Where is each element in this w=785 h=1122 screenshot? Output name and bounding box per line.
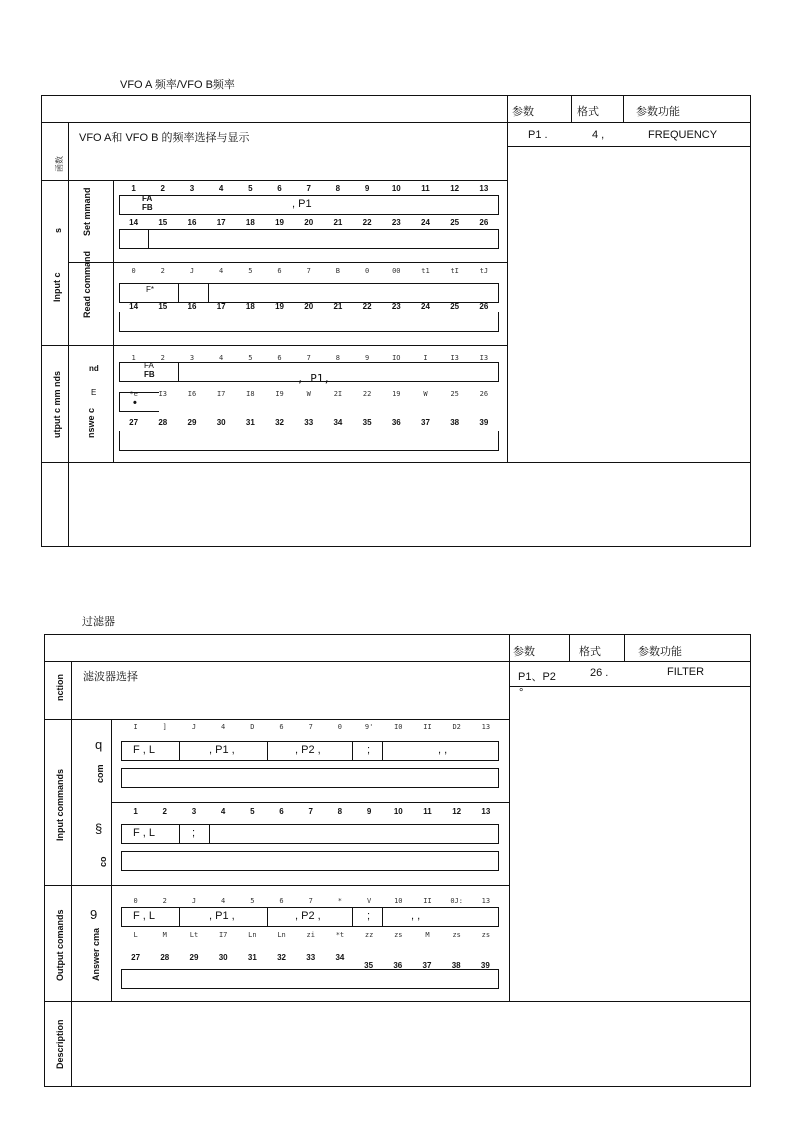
column-number: 24 (421, 302, 430, 311)
column-number: 25 (450, 218, 460, 227)
column-number: 20 (304, 218, 314, 227)
column-number: W (306, 390, 311, 398)
column-number: 31 (247, 953, 257, 962)
read-co: co (98, 856, 108, 867)
column-number: J (191, 897, 197, 905)
column-number: D2 (452, 723, 461, 731)
column-number: 15 (158, 302, 168, 311)
out-command-box-2 (121, 969, 499, 989)
set-q: q (95, 737, 103, 752)
column-number: B (335, 267, 341, 275)
column-number: 14 (129, 218, 139, 227)
set-p2: , P2 , (295, 744, 321, 756)
column-number: 13 (481, 897, 491, 905)
column-number: 8 (337, 807, 343, 816)
column-number: 6 (277, 354, 282, 362)
column-number: 16 (187, 218, 197, 227)
column-number: 11 (423, 807, 432, 816)
column-number: tJ (479, 267, 489, 275)
column-number: 34 (333, 418, 343, 427)
column-number: 5 (250, 807, 255, 816)
set-cmd-fb: FB (142, 203, 153, 212)
read-command-box-2 (119, 312, 499, 332)
section2-title: 过滤器 (82, 616, 115, 628)
column-number: 23 (391, 218, 401, 227)
column-number: 21 (333, 302, 343, 311)
column-number: V (366, 897, 372, 905)
set-p1: , P1 (292, 198, 312, 210)
column-number: I0 (394, 723, 403, 731)
read-command-box (119, 283, 499, 303)
column-number: 22 (362, 302, 372, 311)
column-number: 4 (218, 184, 224, 193)
set-command-label: Set mmand (82, 187, 92, 236)
header-params: 参数 (512, 106, 534, 118)
column-number: 4 (221, 897, 226, 905)
column-number: *e (129, 390, 138, 398)
column-number: 13 (481, 807, 491, 816)
column-number: M (162, 931, 167, 939)
column-number: *t (335, 931, 345, 939)
column-number: Lt (189, 931, 199, 939)
set-semicolon: ; (367, 744, 371, 756)
set-nums-bottom (119, 218, 498, 227)
column-number: 9 (364, 184, 370, 193)
column-number: 9 (366, 807, 372, 816)
column-number: 19 (275, 302, 284, 311)
column-number: 6 (279, 807, 284, 816)
column-number: 22 (362, 218, 372, 227)
set-p1: , P1 , (209, 744, 235, 756)
column-number: 37 (422, 961, 432, 970)
function-description: 滤波器选择 (83, 671, 138, 683)
out-nums-top (119, 354, 498, 362)
param-format: 26 . (590, 667, 609, 679)
column-number: 10 (391, 184, 401, 193)
column-number: 9 (364, 354, 370, 362)
column-number: 27 (129, 418, 139, 427)
column-number: 0 (133, 897, 138, 905)
set-command-box-2 (121, 768, 499, 788)
out-p1: , P1, (297, 372, 331, 385)
side-nd: nd (89, 364, 99, 373)
column-number: 6 (279, 897, 284, 905)
column-number: I7 (216, 390, 226, 398)
column-number: 18 (245, 218, 255, 227)
column-number: 34 (335, 953, 345, 962)
out-nums-mid (121, 931, 500, 939)
column-number: 11 (421, 184, 430, 193)
output-group-label: utput c mm nds (52, 371, 62, 438)
out-nums-bottom-a (121, 953, 355, 962)
column-number: 00 (392, 267, 401, 275)
column-number: 8 (335, 184, 341, 193)
column-number: 32 (277, 953, 286, 962)
param-p: P1 . (528, 129, 548, 141)
column-number: 25 (450, 302, 460, 311)
column-number: 38 (450, 418, 460, 427)
column-number: 4 (219, 354, 224, 362)
column-number: 26 (479, 390, 489, 398)
out-nums-mid (119, 390, 498, 398)
read-semicolon: ; (192, 827, 196, 839)
column-number: 5 (248, 267, 253, 275)
column-number: 33 (306, 953, 316, 962)
set-nums-top (119, 184, 498, 193)
column-number: 7 (306, 184, 311, 193)
out-command-box-2 (119, 392, 159, 412)
column-number: 22 (362, 390, 372, 398)
out-p2: , P2 , (295, 910, 321, 922)
column-number: 12 (450, 184, 460, 193)
column-number: 28 (160, 953, 170, 962)
read-command-box (121, 824, 499, 844)
column-number: 35 (362, 418, 372, 427)
column-number: M (425, 931, 430, 939)
column-number: 2 (160, 354, 165, 362)
column-number: 14 (129, 302, 139, 311)
set-commas: , , (438, 744, 448, 756)
column-number: 7 (306, 267, 311, 275)
out-cmd-fb: FB (144, 370, 155, 379)
header-params: 参数 (513, 646, 535, 658)
column-number: tI (450, 267, 459, 275)
column-number: 17 (216, 302, 226, 311)
header-function: 参数功能 (638, 646, 682, 658)
param-p: P1、P2 (518, 671, 556, 683)
column-number: 0J: (450, 897, 463, 905)
column-number: 10 (393, 807, 403, 816)
column-number: 21 (333, 218, 343, 227)
column-number: 17 (216, 218, 226, 227)
column-number: 39 (479, 418, 489, 427)
side-s: s (53, 227, 63, 233)
out-fl: F , L (133, 910, 156, 922)
header-function: 参数功能 (636, 106, 680, 118)
column-number: 13 (479, 184, 489, 193)
section1-table (41, 95, 751, 547)
param-function: FREQUENCY (648, 129, 718, 141)
column-number: 39 (480, 961, 490, 970)
column-number: 12 (452, 807, 462, 816)
column-number: W (423, 390, 428, 398)
column-number: 16 (187, 302, 197, 311)
column-number: 4 (220, 807, 226, 816)
param-function: FILTER (667, 666, 705, 678)
column-number: * (337, 897, 343, 905)
set-fl: F , L (133, 744, 156, 756)
column-number: 24 (421, 218, 430, 227)
read-command-label: Read command (82, 250, 92, 318)
column-number: zi (306, 931, 315, 939)
column-number: ] (162, 723, 167, 731)
column-number: 7 (306, 354, 311, 362)
column-number: 5 (248, 354, 253, 362)
description-label: Description (55, 1019, 65, 1069)
column-number: 33 (304, 418, 314, 427)
out-nums-top (121, 897, 500, 905)
out-command-box-3 (119, 431, 499, 451)
input-group-label: Input commands (55, 768, 65, 841)
function-label: nction (55, 674, 65, 701)
column-number: zs (481, 931, 491, 939)
column-number: J (191, 723, 197, 731)
column-number: 26 (479, 218, 489, 227)
column-number: 3 (191, 807, 197, 816)
function-label: 函数 (55, 156, 64, 172)
column-number: L (133, 931, 138, 939)
column-number: 0 (131, 267, 136, 275)
column-number: 32 (275, 418, 284, 427)
header-format: 格式 (577, 106, 599, 118)
column-number: 28 (158, 418, 168, 427)
column-number: 19 (275, 218, 284, 227)
column-number: 26 (479, 302, 489, 311)
answer-label: Answer cma (91, 927, 101, 981)
column-number: 1 (133, 807, 138, 816)
column-number: I7 (218, 931, 228, 939)
column-number: 36 (393, 961, 403, 970)
column-number: 3 (189, 184, 195, 193)
column-number: 8 (335, 354, 341, 362)
column-number: t1 (421, 267, 430, 275)
function-description: VFO A和 VFO B 的频率选择与显示 (79, 132, 250, 144)
column-number: 3 (189, 354, 195, 362)
column-number: zz (364, 931, 374, 939)
param-format: 4 , (592, 129, 605, 141)
column-number: 2I (333, 390, 343, 398)
column-number: 1 (131, 354, 136, 362)
column-number: 5 (248, 184, 253, 193)
column-number: 6 (277, 267, 282, 275)
column-number: 6 (277, 184, 282, 193)
column-number: 38 (451, 961, 461, 970)
column-number: 36 (391, 418, 401, 427)
column-number: 30 (216, 418, 226, 427)
set-command-box-2 (119, 229, 499, 249)
read-fl: F , L (133, 827, 156, 839)
column-number: 25 (450, 390, 459, 398)
column-number: 29 (189, 953, 199, 962)
column-number: 7 (308, 807, 313, 816)
read-nums-bottom (119, 302, 498, 311)
column-number: 19 (392, 390, 401, 398)
column-number: 2 (160, 267, 165, 275)
set-cmd-fa: FA (142, 194, 153, 203)
column-number: zs (452, 931, 461, 939)
column-number: 13 (481, 723, 491, 731)
set-nums-top (121, 723, 500, 731)
column-number: 37 (421, 418, 430, 427)
column-number: 7 (308, 897, 313, 905)
column-number: I6 (187, 390, 197, 398)
column-number: 35 (364, 961, 374, 970)
output-group-label: Output comands (55, 909, 65, 981)
column-number: 0 (364, 267, 370, 275)
read-symbol: § (95, 821, 103, 836)
input-group-label: Input c (52, 272, 62, 302)
column-number: 15 (158, 218, 168, 227)
column-number: I3 (158, 390, 167, 398)
column-number: I (423, 354, 428, 362)
column-number: I3 (450, 354, 459, 362)
column-number: 20 (304, 302, 314, 311)
column-number: zs (394, 931, 403, 939)
side-e: E (91, 388, 97, 397)
column-number: 30 (218, 953, 228, 962)
set-command-label: com (95, 764, 105, 783)
column-number: 7 (308, 723, 313, 731)
column-number: I9 (275, 390, 284, 398)
section1-title: VFO A 频率/VFO B频率 (120, 79, 235, 91)
header-format: 格式 (579, 646, 601, 658)
read-command-box-2 (121, 851, 499, 871)
column-number: I8 (246, 390, 255, 398)
param-mark: ° (519, 687, 524, 699)
answer-label: nswe c (86, 407, 96, 438)
column-number: Ln (277, 931, 286, 939)
column-number: II (423, 897, 432, 905)
out-cmd-fa: FA (144, 361, 154, 370)
column-number: IO (392, 354, 401, 362)
column-number: 5 (250, 897, 255, 905)
read-nums-top (119, 267, 498, 275)
out-semicolon: ; (367, 910, 371, 922)
column-number: D (250, 723, 255, 731)
column-number: 2 (162, 897, 167, 905)
out-mark: • (133, 397, 137, 409)
column-number: 29 (187, 418, 197, 427)
column-number: 31 (245, 418, 255, 427)
column-number: 4 (219, 267, 224, 275)
column-number: 2 (162, 807, 167, 816)
out-commas: , , (411, 910, 421, 922)
column-number: 10 (394, 897, 403, 905)
column-number: 23 (391, 302, 401, 311)
column-number: 9' (364, 723, 374, 731)
column-number: 1 (131, 184, 136, 193)
read-nums-top (121, 807, 500, 816)
column-number: 2 (160, 184, 165, 193)
column-number: 18 (245, 302, 255, 311)
column-number: 4 (221, 723, 226, 731)
column-number: Ln (248, 931, 257, 939)
column-number: II (423, 723, 432, 731)
read-cmd: F* (146, 285, 154, 294)
column-number: I (133, 723, 138, 731)
out-nums-bottom (119, 418, 498, 427)
section2-table (44, 634, 751, 1087)
answer-nine: 9 (90, 907, 98, 922)
column-number: I3 (479, 354, 489, 362)
column-number: J (189, 267, 195, 275)
column-number: 27 (131, 953, 141, 962)
column-number: 6 (279, 723, 284, 731)
out-p1: , P1 , (209, 910, 235, 922)
column-number: 0 (337, 723, 343, 731)
